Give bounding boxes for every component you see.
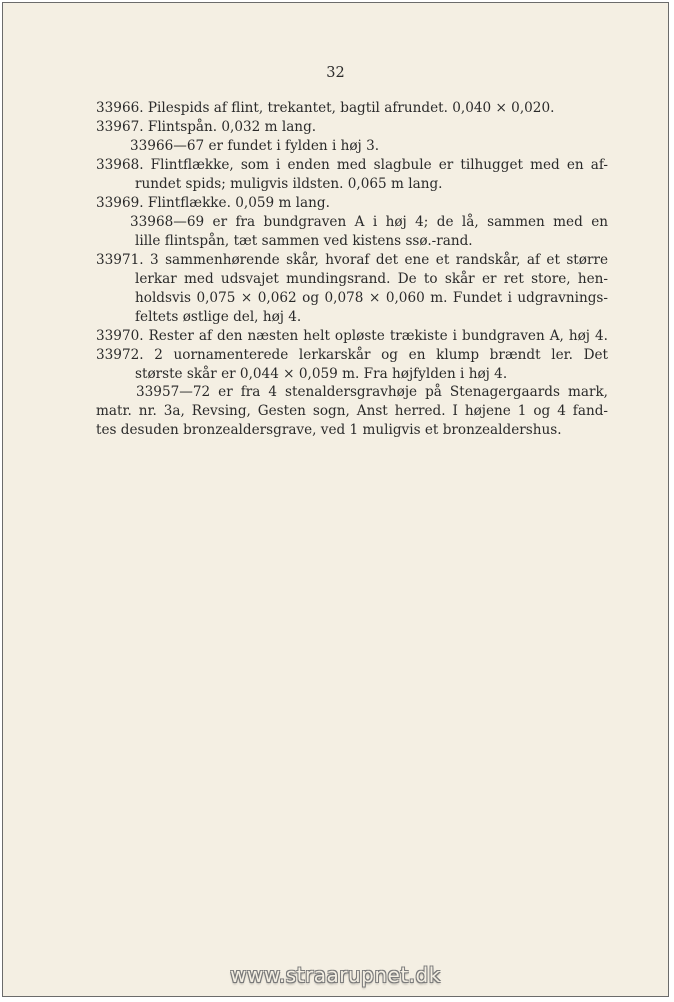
entry-line: 33967. Flintspån. 0,032 m lang. — [96, 119, 317, 135]
watermark: www.straarupnet.dk — [230, 963, 441, 987]
continuation-line: lerkar med udsvajet mundingsrand. De to skår er ret store, hen- — [135, 271, 608, 287]
catalogue-entries — [96, 99, 608, 384]
entry-line: 33970. Rester af den næsten helt opløste trækiste i bundgraven A, høj 4. — [96, 328, 608, 344]
entry-line: 33968. Flintflække, som i enden med slagbule er tilhugget med en af- — [96, 157, 608, 173]
page-number: 32 — [326, 65, 345, 81]
document-page — [2, 2, 669, 997]
summary-line: 33957—72 er fra 4 stenaldersgravhøje på Stenagergaards mark, — [136, 384, 608, 400]
entry-line: 33966. Pilespids af flint, trekantet, bagtil afrundet. 0,040 × 0,020. — [96, 100, 555, 116]
summary-line: tes desuden bronzealdersgrave, ved 1 muligvis et bronzealdershus. — [96, 422, 562, 438]
note-line: 33966—67 er fundet i fylden i høj 3. — [130, 138, 380, 154]
continuation-line: største skår er 0,044 × 0,059 m. Fra højfylden i høj 4. — [135, 366, 508, 382]
entry-line: 33972. 2 uornamenterede lerkarskår og en klump brændt ler. Det — [96, 347, 608, 363]
entry-line: 33969. Flintflække. 0,059 m lang. — [96, 195, 330, 211]
continuation-line: rundet spids; muligvis ildsten. 0,065 m lang. — [135, 176, 443, 192]
continuation-line: feltets østlige del, høj 4. — [135, 309, 302, 325]
entry-line: 33971. 3 sammenhørende skår, hvoraf det ene et randskår, af et større — [96, 252, 608, 268]
note-line: 33968—69 er fra bundgraven A i høj 4; de lå, sammen med en — [130, 214, 608, 230]
continuation-line: holdsvis 0,075 × 0,062 og 0,078 × 0,060 m. Fundet i udgravnings- — [135, 290, 608, 306]
summary-line: matr. nr. 3a, Revsing, Gesten sogn, Anst herred. I højene 1 og 4 fand- — [96, 403, 608, 419]
summary-paragraph — [96, 383, 608, 440]
continuation-line: lille flintspån, tæt sammen ved kistens ssø.-rand. — [135, 233, 473, 249]
